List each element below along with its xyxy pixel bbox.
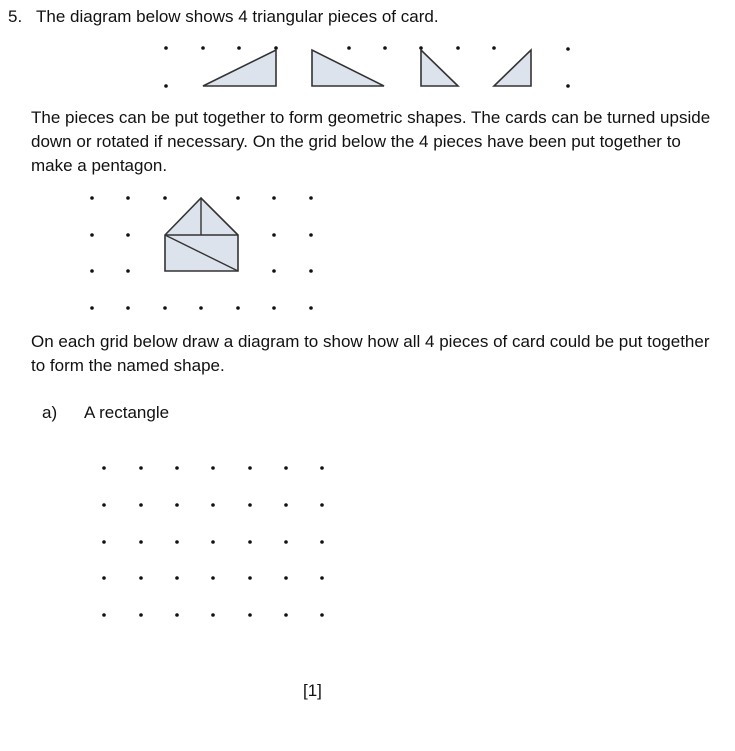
- card-piece-3: [421, 50, 458, 86]
- marks-indicator: [1]: [303, 681, 322, 700]
- card-piece-2: [312, 50, 384, 86]
- pieces-diagram: [164, 46, 570, 88]
- question-intro: The diagram below shows 4 triangular pieces of card.: [36, 7, 439, 26]
- part-a-shape-name: A rectangle: [84, 403, 170, 422]
- answer-grid-rectangle[interactable]: [102, 466, 324, 617]
- card-piece-4: [494, 50, 531, 86]
- part-a-label: a): [42, 403, 58, 422]
- pentagon-example: [90, 196, 313, 310]
- task-paragraph: On each grid below draw a diagram to show how all 4 pieces of card could be put together to form the named shape.: [31, 332, 710, 375]
- card-piece-1: [203, 50, 276, 86]
- instructions-paragraph: The pieces can be put together to form geometric shapes. The cards can be turned upside down or rotated if necessary. On the grid below the 4 pieces have been put together to make a pentagon.: [31, 108, 711, 175]
- question-number: 5.: [8, 7, 23, 26]
